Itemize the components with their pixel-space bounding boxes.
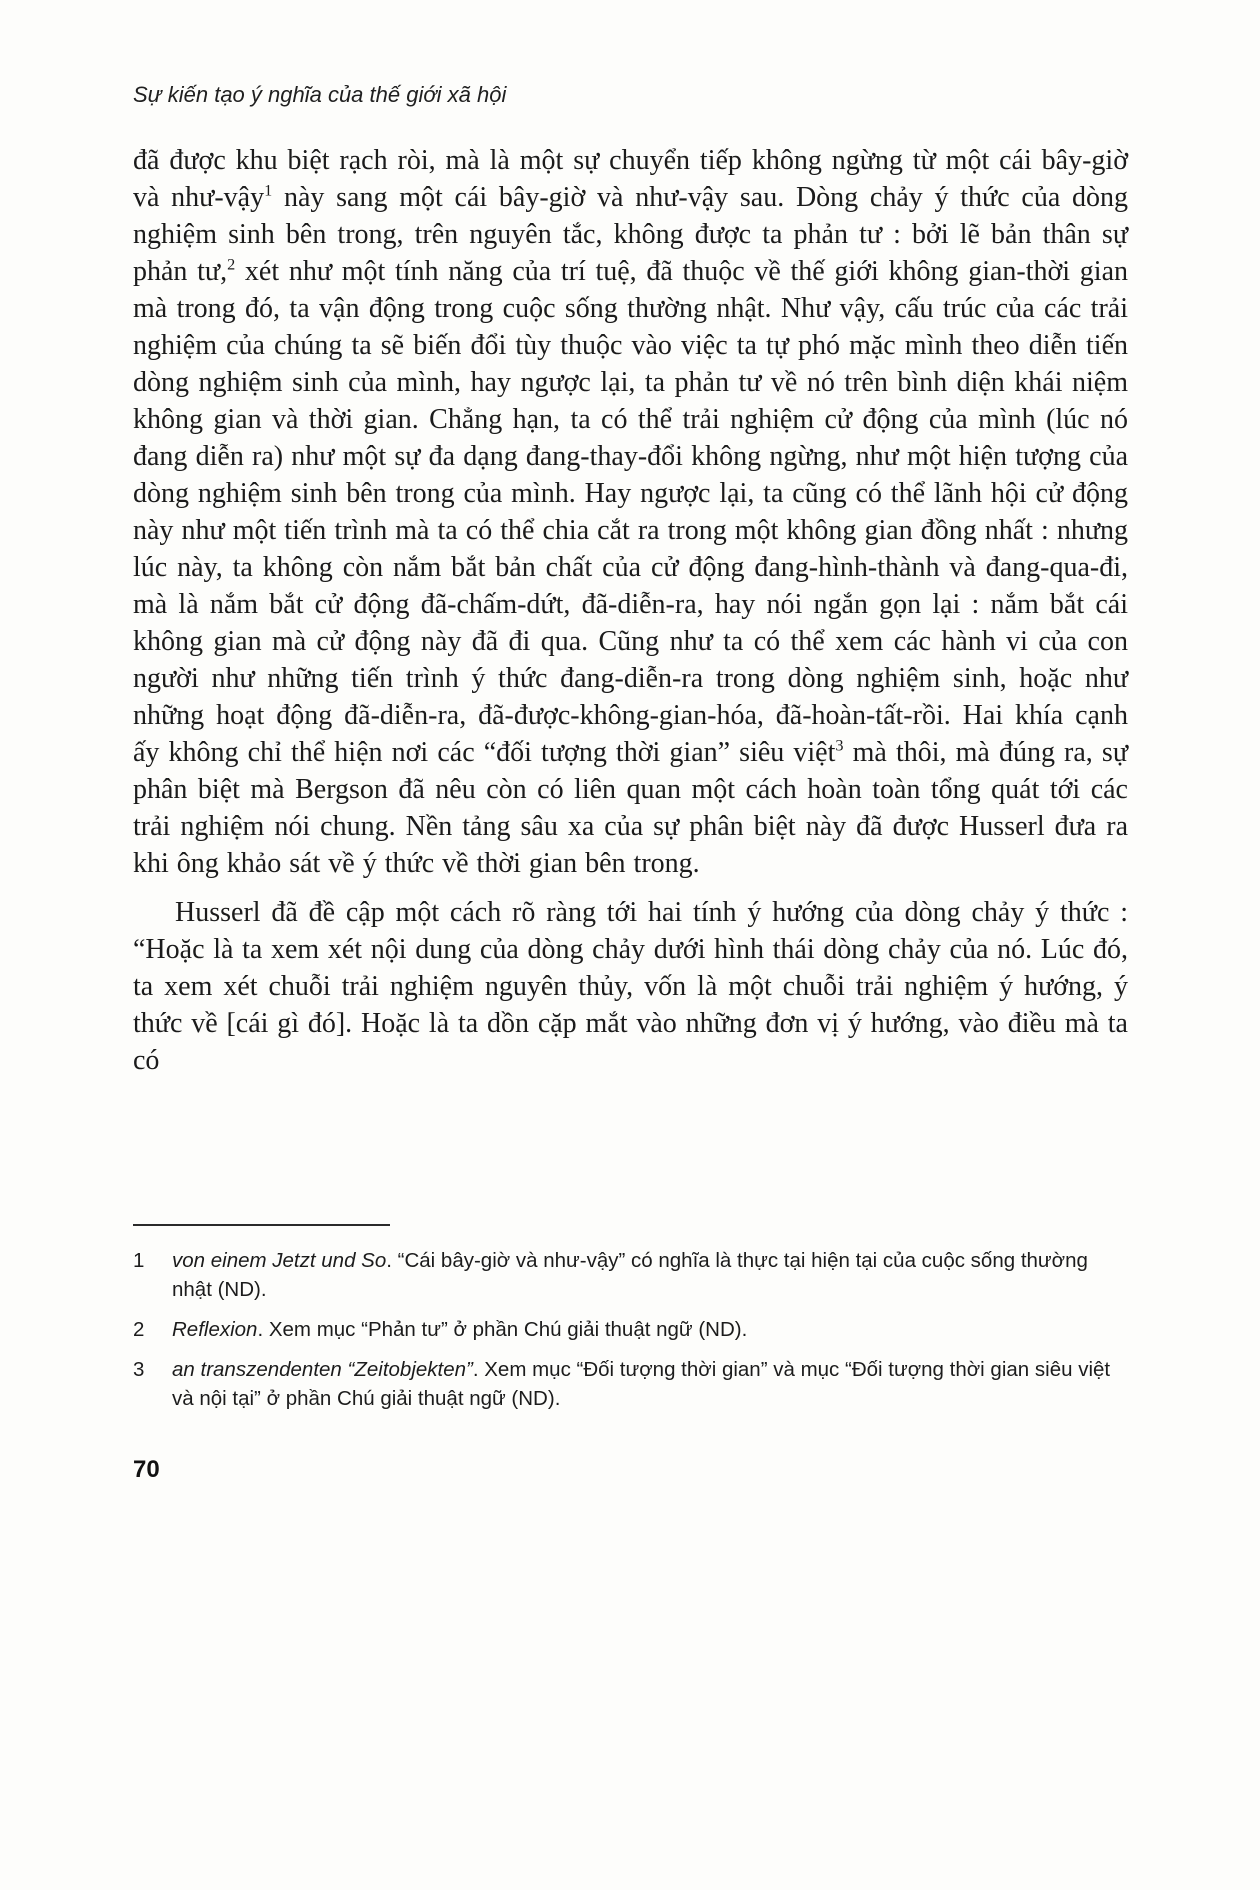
footnote-text: Reflexion. Xem mục “Phản tư” ở phần Chú giải thuật ngữ (ND). [172, 1318, 748, 1341]
footnote-reference: 2 [227, 255, 236, 274]
italic-term: Reflexion [172, 1318, 258, 1341]
footnote-block [133, 1224, 1128, 1424]
footnote [133, 1315, 1128, 1344]
running-header: Sự kiến tạo ý nghĩa của thế giới xã hội [133, 82, 507, 107]
body-text [133, 142, 1128, 1079]
footnote-text: an transzendenten “Zeitobjekten”. Xem mục “Đối tượng thời gian” và mục “Đối tượng thời gian siêu việt và nội tại” ở phần Chú giải thuật ngữ (ND). [172, 1358, 1111, 1410]
footnote-separator [133, 1224, 390, 1226]
italic-term: von einem Jetzt und So [172, 1249, 387, 1272]
footnote-number: 3 [133, 1358, 145, 1381]
paragraph: đã được khu biệt rạch ròi, mà là một sự chuyển tiếp không ngừng từ một cái bây-giờ và như-vậy$^1$ này sang một cái bây-giờ và như-vậy sau. Dòng chảy ý thức của dòng nghiệm sinh bên trong, trên nguyên tắc, không được ta phản tư : bởi lẽ bản thân sự phản tư,$^2$ xét như một tính năng của trí tuệ, đã thuộc về thế giới không gian-thời gian mà trong đó, ta vận động trong cuộc sống thường nhật. Như vậy, cấu trúc của các trải nghiệm của chúng ta sẽ biến đổi tùy thuộc vào việc ta tự phó mặc mình theo diễn tiến dòng nghiệm sinh của mình, hay ngược lại, ta phản tư về nó trên bình diện khái niệm không gian và thời gian. Chẳng hạn, ta có thể trải nghiệm cử động của mình (lúc nó đang diễn ra) như một sự đa dạng đang-thay-đổi không ngừng, như một hiện tượng của dòng nghiệm sinh bên trong của mình. Hay ngược lại, ta cũng có thể lãnh hội cử động này như một tiến trình mà ta có thể chia cắt ra trong một không gian đồng nhất : nhưng lúc này, ta không còn nắm bắt bản chất của cử động đang-hình-thành và đang-qua-đi, mà là nắm bắt cử động đã-chấm-dứt, đã-diễn-ra, hay nói ngắn gọn lại : nắm bắt cái không gian mà cử động này đã đi qua. Cũng như ta có thể xem các hành vi của con người như những tiến trình ý thức đang-diễn-ra trong dòng nghiệm sinh, hoặc như những hoạt động đã-diễn-ra, đã-được-không-gian-hóa, đã-hoàn-tất-rồi. Hai khía cạnh ấy không chỉ thể hiện nơi các “đối tượng thời gian” siêu việt$^3$ mà thôi, mà đúng ra, sự phân biệt mà Bergson đã nêu còn có liên quan một cách hoàn toàn tổng quát tới các trải nghiệm nói chung. Nền tảng sâu xa của sự phân biệt này đã được Husserl đưa ra khi ông khảo sát về ý thức về thời gian bên trong. [133, 145, 1128, 879]
footnotes [133, 1246, 1128, 1413]
footnote-number: 2 [133, 1318, 145, 1341]
footnote [133, 1246, 1128, 1304]
footnote [133, 1355, 1128, 1413]
footnote-reference: 1 [264, 181, 273, 200]
footnote-number: 1 [133, 1249, 145, 1272]
page-number: 70 [133, 1456, 160, 1483]
footnote-text: von einem Jetzt und So. “Cái bây-giờ và như-vậy” có nghĩa là thực tại hiện tại của cuộc sống thường nhật (ND). [172, 1249, 1088, 1301]
italic-term: an transzendenten “Zeitobjekten” [172, 1358, 473, 1381]
footnote-reference: 3 [835, 736, 844, 755]
paragraph: Husserl đã đề cập một cách rõ ràng tới hai tính ý hướng của dòng chảy ý thức : “Hoặc là ta xem xét nội dung của dòng chảy dưới hình thái dòng chảy của nó. Lúc đó, ta xem xét chuỗi trải nghiệm nguyên thủy, vốn là một chuỗi trải nghiệm ý hướng, ý thức về [cái gì đó]. Hoặc là ta dồn cặp mắt vào những đơn vị ý hướng, vào điều mà ta có [133, 897, 1128, 1076]
